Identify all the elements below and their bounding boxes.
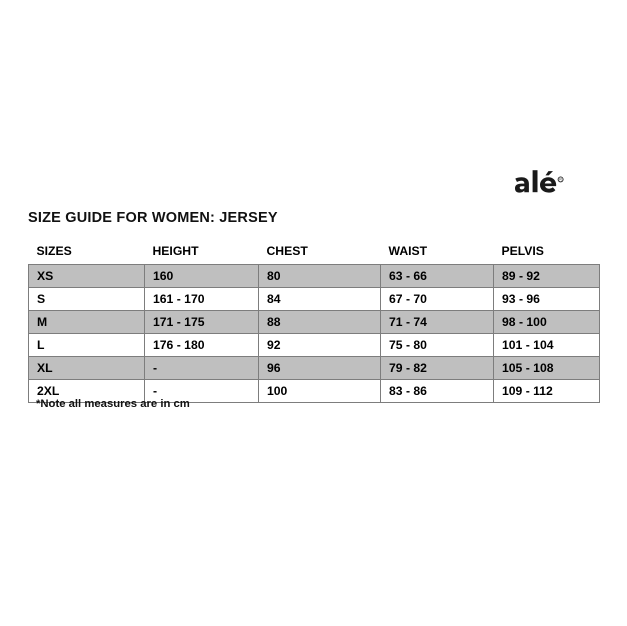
table-row	[29, 288, 600, 311]
cell-pelvis: 105 - 108	[494, 357, 600, 380]
column-header-waist: WAIST	[381, 240, 494, 265]
table-row	[29, 334, 600, 357]
brand-logo	[513, 168, 603, 202]
cell-height: -	[145, 357, 259, 380]
cell-pelvis: 101 - 104	[494, 334, 600, 357]
column-header-chest: CHEST	[259, 240, 381, 265]
table-row	[29, 357, 600, 380]
cell-pelvis: 98 - 100	[494, 311, 600, 334]
measurement-note: *Note all measures are in cm	[36, 398, 190, 410]
page-title: SIZE GUIDE FOR WOMEN: JERSEY	[28, 210, 278, 226]
cell-pelvis: 93 - 96	[494, 288, 600, 311]
cell-chest: 100	[259, 380, 381, 403]
cell-waist: 75 - 80	[381, 334, 494, 357]
size-guide-table	[28, 240, 600, 403]
cell-pelvis: 89 - 92	[494, 265, 600, 288]
cell-size: S	[29, 288, 145, 311]
cell-chest: 80	[259, 265, 381, 288]
column-header-pelvis: PELVIS	[494, 240, 600, 265]
cell-height: 171 - 175	[145, 311, 259, 334]
cell-waist: 71 - 74	[381, 311, 494, 334]
cell-height: 161 - 170	[145, 288, 259, 311]
cell-size: M	[29, 311, 145, 334]
table-row	[29, 311, 600, 334]
cell-chest: 88	[259, 311, 381, 334]
cell-waist: 83 - 86	[381, 380, 494, 403]
table-row	[29, 265, 600, 288]
cell-waist: 67 - 70	[381, 288, 494, 311]
cell-height: -	[145, 380, 259, 403]
cell-size: XL	[29, 357, 145, 380]
cell-height: 160	[145, 265, 259, 288]
cell-height: 176 - 180	[145, 334, 259, 357]
cell-chest: 92	[259, 334, 381, 357]
cell-chest: 96	[259, 357, 381, 380]
cell-size: 2XL	[29, 380, 145, 403]
cell-waist: 63 - 66	[381, 265, 494, 288]
column-header-sizes: SIZES	[29, 240, 145, 265]
svg-text:R: R	[559, 177, 562, 182]
column-header-height: HEIGHT	[145, 240, 259, 265]
cell-size: L	[29, 334, 145, 357]
cell-chest: 84	[259, 288, 381, 311]
cell-size: XS	[29, 265, 145, 288]
ale-logo-icon	[515, 168, 603, 200]
table-header-row	[29, 240, 600, 265]
cell-pelvis: 109 - 112	[494, 380, 600, 403]
cell-waist: 79 - 82	[381, 357, 494, 380]
